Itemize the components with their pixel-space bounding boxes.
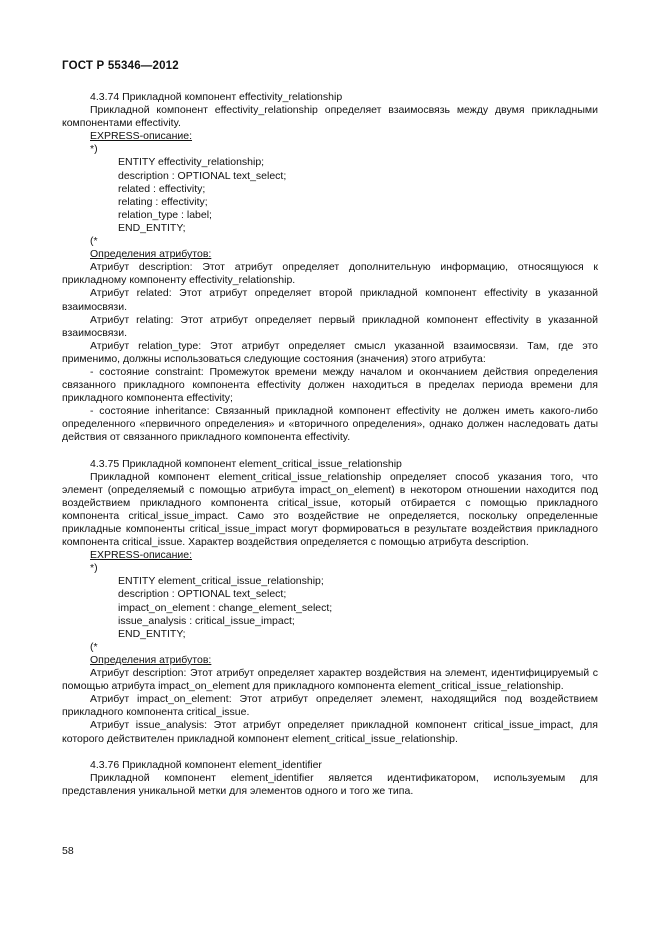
express-label: EXPRESS-описание: (90, 549, 193, 562)
attribute-definition: Атрибут description: Этот атрибут определяет дополнительную информацию, относящуюся к прикладному компоненту effectivity_relationship. (62, 261, 598, 287)
comment-close: (* (90, 640, 98, 653)
comment-open: *) (90, 143, 98, 156)
attribute-definition: Атрибут issue_analysis: Этот атрибут определяет прикладной компонент critical_issue_impact, для которого действителен прикладной компонент element_critical_issue_relationship. (62, 719, 598, 745)
express-label: EXPRESS-описание: (90, 130, 193, 143)
code-line: description : OPTIONAL text_select; (118, 588, 287, 601)
attribute-definition: Атрибут relation_type: Этот атрибут определяет смысл указанной взаимосвязи. Там, где это применимо, должны использоваться следующие состояния (значения) этого атрибута: (62, 339, 598, 365)
section-heading-4-3-76: 4.3.76 Прикладной компонент element_identifier (90, 758, 322, 771)
attribute-definitions-label: Определения атрибутов: (90, 653, 212, 666)
code-line: END_ENTITY; (118, 221, 186, 234)
section-intro-4-3-76: Прикладной компонент element_identifier является идентификатором, используемым для представления уникальной метки для элементов одного и того же типа. (62, 771, 598, 797)
code-line: issue_analysis : critical_issue_impact; (118, 614, 295, 627)
code-line: relating : effectivity; (118, 195, 208, 208)
section-gap (62, 746, 598, 759)
page-number: 58 (62, 845, 74, 857)
code-line: ENTITY effectivity_relationship; (118, 156, 265, 169)
code-line: description : OPTIONAL text_select; (118, 169, 287, 182)
code-line: related : effectivity; (118, 182, 206, 195)
attribute-state-item: - состояние constraint: Промежуток времени между началом и окончанием действия определения связанного прикладного компонента effectivity должен находиться в пределах периода времени для прикладного компонента effectivity; (62, 365, 598, 405)
attribute-definitions-label: Определения атрибутов: (90, 248, 212, 261)
section-intro-4-3-74: Прикладной компонент effectivity_relationship определяет взаимосвязь между двумя прикладными компонентами effectivity. (62, 104, 598, 130)
document-body (62, 91, 598, 798)
attribute-state-item: - состояние inheritance: Связанный прикладной компонент effectivity не должен иметь какого-либо определенного «первичного определения» и «вторичного определения», однако должен наследовать даты действия от связанного прикладного компонента effectivity. (62, 405, 598, 444)
attribute-definition: Атрибут impact_on_element: Этот атрибут определяет элемент, находящийся под воздействием прикладного компонента critical_issue. (62, 693, 598, 719)
section-heading-4-3-75: 4.3.75 Прикладной компонент element_critical_issue_relationship (90, 457, 402, 470)
section-intro-4-3-75: Прикладной компонент element_critical_issue_relationship определяет способ указания того, что элемент (определяемый с помощью атрибута impact_on_element) в некотором отношении находится под воздействием прикладного компонента critical_issue, который отбирается с помощью прикладного компонента critical_issue_impact. Само это воздействие не определяется, поскольку определенные прикладные компоненты critical_issue_impact могут формироваться в результате воздействия прикладного компонента critical_issue. Характер воздействия определяется с помощью атрибута description. (62, 470, 598, 549)
section-heading-4-3-74: 4.3.74 Прикладной компонент effectivity_relationship (90, 91, 343, 103)
attribute-definition: Атрибут description: Этот атрибут определяет характер воздействия на элемент, идентифицируемый с помощью атрибута impact_on_element для прикладного компонента element_critical_issue_relationship. (62, 667, 598, 693)
comment-open: *) (90, 562, 98, 575)
comment-close: (* (90, 235, 98, 248)
code-line: END_ENTITY; (118, 627, 186, 640)
code-line: ENTITY element_critical_issue_relationship; (118, 575, 324, 588)
attribute-definition: Атрибут relating: Этот атрибут определяет первый прикладной компонент effectivity в указанной взаимосвязи. (62, 313, 598, 339)
code-line: impact_on_element : change_element_select; (118, 601, 333, 614)
attribute-definition: Атрибут related: Этот атрибут определяет второй прикладной компонент effectivity в указанной взаимосвязи. (62, 287, 598, 313)
section-gap (62, 445, 598, 458)
code-line: relation_type : label; (118, 208, 212, 221)
standard-header: ГОСТ Р 55346—2012 (62, 60, 179, 72)
